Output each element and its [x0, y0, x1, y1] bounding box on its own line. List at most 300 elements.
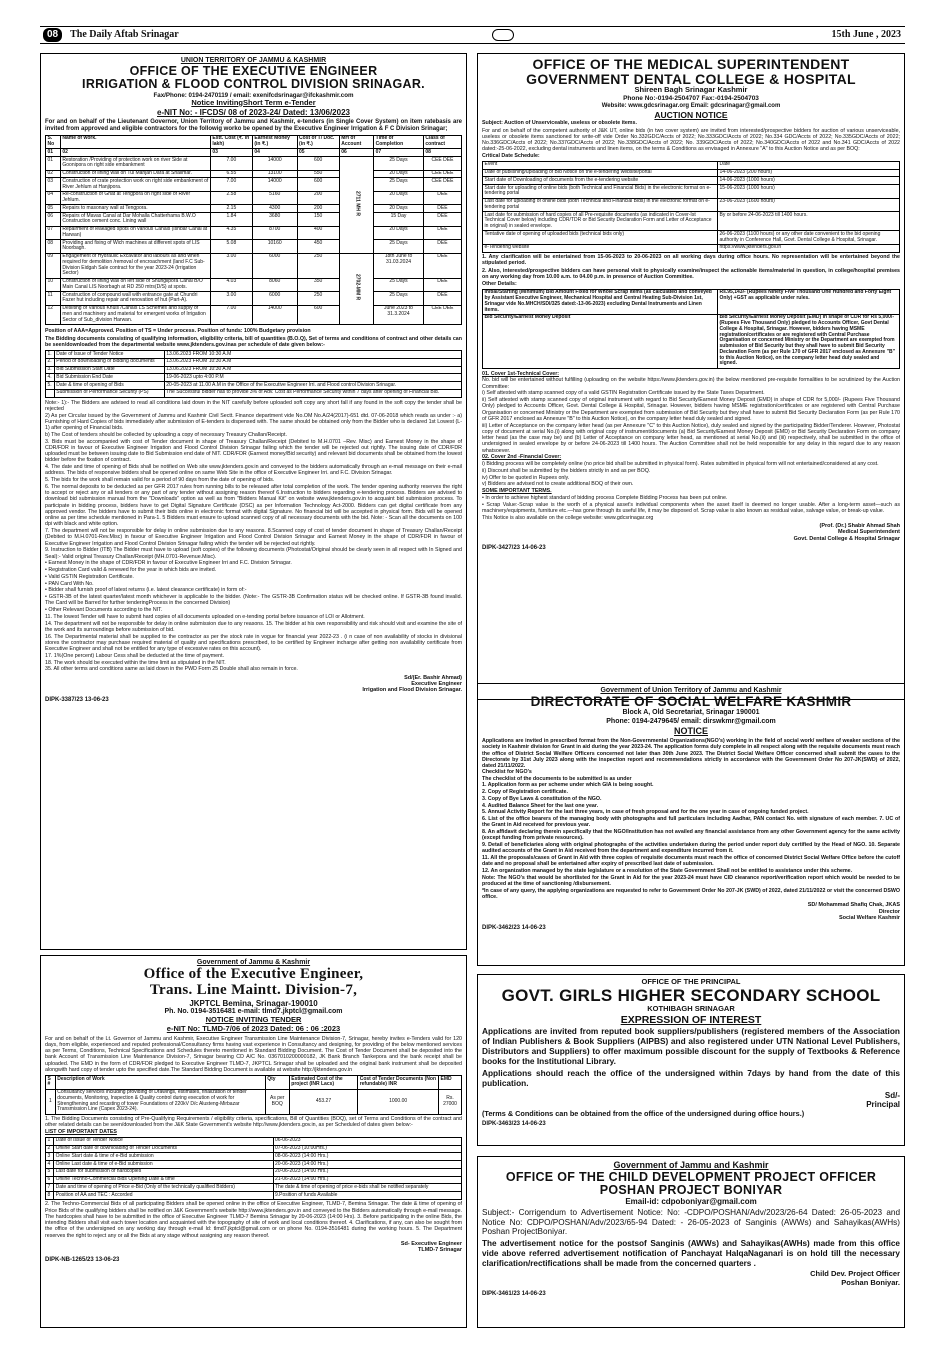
- tlmd-gov: Government of Jammu & Kashmir: [196, 959, 311, 966]
- ifc-column-header: Class of contract: [423, 135, 461, 149]
- table-cell: DEE: [423, 213, 461, 227]
- table-cell: Construction of lining wall on left side of Shunglipora Canal B/O Main Canal LIS Noorbagh at RD 250 mtrs(D/S) at spots.: [60, 278, 210, 292]
- schedule-cell: 13.06.2023 FROM 10:30 A.M: [164, 351, 461, 359]
- social-item: 1. Application form as per scheme under which GIA is being sought.: [482, 782, 654, 789]
- schedule-row: [483, 177, 900, 185]
- table-cell: 600: [297, 178, 339, 192]
- dates-cell: Online Start date of downloading of Tender Documents: [54, 1145, 273, 1153]
- table-cell: Construction of crate protection work on right side embankment of River Jehlum at Hanjipora.: [60, 178, 210, 192]
- dental-cover-item: iv) Offer to be quoted in Rupees only.: [482, 474, 570, 481]
- dental-cover-item: This Notice is also available on the college website: www.gdcsrinagar.org: [482, 514, 654, 521]
- icds-title-2: POSHAN PROJECT BONIYAR: [599, 1182, 783, 1197]
- table-cell: 05: [46, 205, 61, 213]
- ifc-notes: [45, 400, 462, 673]
- page-number: 08: [43, 28, 62, 42]
- schedule-cell: Start date for uploading of online bids (both Technical and Financial Bids) in the electronic format on e-tendering portal: [483, 185, 718, 199]
- table-cell: 25 Days: [374, 240, 424, 254]
- tlmd-column-header: Estimated Cost of the project (INR Lacs): [289, 1076, 357, 1090]
- table-cell: 01: [46, 157, 61, 171]
- dates-cell: 5: [46, 1168, 54, 1176]
- girls-address: KOTHIBAGH SRINAGAR: [647, 1003, 735, 1013]
- dates-cell: 08-06-2023 (14:00 Hrs.): [273, 1153, 462, 1161]
- table-cell: 09: [46, 253, 61, 278]
- table-cell: DEE: [423, 278, 461, 292]
- icds-sig-1: Child Dev. Project Officer: [810, 1269, 900, 1279]
- ifc-sig-office: Irrigation and Flood Division Srinagar.: [362, 687, 462, 694]
- dental-signature: [482, 523, 900, 542]
- ifc-column-number: 01: [46, 149, 61, 157]
- table-cell: 1.84: [210, 213, 252, 227]
- ifc-note: 5. The bids for the work shall remain valid for a period of 90 days from the date of opening of bids.: [45, 477, 275, 483]
- ifc-notice-heading: Notice InvitingShort Term e-Tender: [191, 97, 316, 107]
- table-cell: Repairs of Mavas Canal at Dar Mohalla Chatterhama B.W.O Construction cement conc. Lining wall: [60, 213, 210, 227]
- ifc-note: 16. The Departmental material shall be supplied to the contractor as per the stock rate in vogue for financial year 2022-23 . (i n case of non availability of stocks in divisional stores the contractor may purchase required material of quality and specifications prescribed, to be certified by Engineer incharge after getting non availability certificate from Executive Engineer and shall not be entitled for any type of excessive rates on this account).: [45, 633, 462, 652]
- schedule-cell: [46, 389, 55, 397]
- tlmd-column-header: Description of Work: [55, 1076, 265, 1090]
- tlmd-dates-table: [45, 1137, 462, 1200]
- dental-address: Shireen Bagh Srinagar Kashmir: [634, 85, 748, 95]
- social-sig-2: Director: [878, 908, 900, 915]
- dental-title-2: GOVERNMENT DENTAL COLLEGE & HOSPITAL: [526, 70, 856, 87]
- social-item: Note: The NGO's that would be shortlisted for the Grant in Aid for the year 2023-24 must have CID clearance report/verification report which would be needed to be produced at the time of sanctioning /disbursement.: [482, 874, 900, 888]
- table-cell: Construction of compound wall with entrance gate at Chundri Fazer hut including repair and renovation of hut (Part-A).: [60, 292, 210, 306]
- schedule-cell: Start date of Downloading of documents from the e-tendering website: [483, 177, 718, 185]
- ifc-note: 17. 1%(One percent) Labour Cess shall be deducted at the time of payment.: [45, 652, 225, 659]
- dental-cover-item: • Scrap Value:-Scrap value is the worth of a physical asset's individual components when the asset itself is deemed no longer usable. After a long-term asset—such as machinery/equipments, furniture etc.—has gone through its useful life, it may be disposed of. Scrap value is also known as residual value, salvage value, or break-up value.: [482, 501, 900, 514]
- schedule-cell: Period of downloading of bidding documents: [54, 358, 164, 366]
- page-header: [40, 26, 905, 44]
- table-cell: 18th June to 31.03.2024: [374, 253, 424, 278]
- schedule-row: [46, 358, 462, 366]
- ifc-note: 35. All other terms and conditions same as laid down in the PWD Form 25 Double shall also remain in force.: [45, 666, 298, 673]
- schedule-cell: 13.06.2023 FROM 10:30 A.M: [164, 366, 461, 374]
- schedule-cell: 1.: [46, 351, 55, 359]
- table-cell: 15 Day: [374, 213, 424, 227]
- schedule-cell: By or before 24-06-2023 till 1400 hours.: [718, 212, 900, 231]
- table-row: [46, 205, 462, 213]
- table-cell: 08: [46, 240, 61, 254]
- girls-terms: (Terms & Conditions can be obtained from the office of the undersigned during office hours.): [482, 1108, 805, 1118]
- table-cell: Providing and fixing of Wich machines at different spots of LIS Noorbagh.: [60, 240, 210, 254]
- ifc-column-header: Earnest Money (in ₹.): [252, 135, 297, 149]
- dental-cover-item: No. bid will be entertained without fulfilling (uploading on the website https://www.jktenders.gov.in) the below mentioned pre-requisite formalities to be scrutinized by the Auction Committee:: [482, 377, 900, 390]
- dental-schedule-table: [482, 161, 900, 253]
- ifc-column-header: MH of Account: [339, 135, 373, 149]
- table-cell: 3.00: [210, 253, 252, 278]
- social-item: 3. Copy of Bye Laws & constitution of the NGO.: [482, 795, 602, 802]
- tlmd-notice-heading: NOTICE INVITING TENDER: [205, 1015, 302, 1025]
- schedule-cell: 4.: [46, 374, 55, 382]
- tlmd-tender-notice: [40, 955, 467, 1328]
- table-cell: CEE DEE: [423, 157, 461, 171]
- tlmd-contact: Ph. No. 0194-3516481 e-mail: tlmd7.jkptcl@gmail.com: [164, 1008, 343, 1016]
- table-cell: Repairment of leakaged spots on various Canals (Ishbar Canal at Harwan): [60, 226, 210, 240]
- dates-cell: 9.Position of funds Available: [273, 1192, 462, 1200]
- table-cell: Rs. 27000: [439, 1089, 462, 1114]
- icds-title-1: OFFICE OF THE CHILD DEVELOPMENT PROJECT OFFICER: [505, 1169, 877, 1184]
- schedule-cell: Submission of Performance Security (PS): [54, 389, 164, 397]
- table-cell: 4300: [252, 205, 297, 213]
- dates-cell: Date of Issue of Tender Notice: [54, 1137, 273, 1145]
- ifc-column-number: 04: [252, 149, 297, 157]
- table-cell: 4.03: [210, 278, 252, 292]
- tlmd-nit: e-NIT No: TLMD-7/06 of 2023 Dated: 06 : 06 :2023: [166, 1024, 341, 1034]
- ifc-header-row: [46, 135, 462, 149]
- dental-sig-3: Govt. Dental College & Hospital Srinagar: [793, 535, 900, 542]
- ifc-mh-cell: [339, 157, 373, 254]
- girls-school-eoi: [477, 974, 905, 1146]
- table-cell: 11: [46, 292, 61, 306]
- other-row: [483, 289, 900, 314]
- table-cell: 8060: [252, 278, 297, 292]
- table-cell: 250: [297, 292, 339, 306]
- dental-web: Website: www.gdcsrinagar.org Email: gdcsrinagar@gmail.com: [601, 102, 781, 109]
- schedule-row: [46, 351, 462, 359]
- ifc-note: • Registration Card valid & renewed for the year in which bids are invited.: [45, 567, 217, 573]
- schedule-cell: Date & time of opening of Bids: [54, 382, 164, 390]
- table-cell: 6.55: [210, 170, 252, 178]
- social-item: 8. An affidavit declaring therein specifically that the NGO/Institution has not availed any financial assistance from any other Government agency for the same activity (except funding from private resources).: [482, 829, 900, 842]
- schedule-cell: Last date for uploading of online bids (both Technical and Financial Bids) in the electronic format on e-tendering portal: [483, 198, 718, 212]
- ifc-note: 9. Instruction to Bidder (ITB) The Bidder must have to upload (soft copies) of the following documents (Photostat/Original should be clearly seen in all respect with In Signed and Seal):- Valid original Treasury Challan/Receipt (MH.0701-Revenue.Misc).: [45, 547, 462, 560]
- schedule-cell: Tentative date of opening of uploaded bids (technical bids only): [483, 231, 718, 245]
- table-cell: 1000.00: [358, 1089, 439, 1114]
- table-cell: 600: [297, 157, 339, 171]
- schedule-cell: 15-06-2023 (1000 hours): [718, 185, 900, 199]
- tlmd-title-1: Office of the Executive Engineer,: [143, 966, 364, 983]
- ifc-note: 6. The normal deposits to be deducted as per GFR 2017 rules from running bills to be released after total completion of the work. The tender opening authority reserves the right to accept or reject any or all tenders or any part of any tender without assigning reason thereof 6.Instruction to bidders regarding e-tendering process. Bidders are advised to download bid submission manual from the "Downloads" option as well as from "Bidders Manual Kit" on website www.jktenders.gov.in to acquaint bid submission process. To participate in bidding process, bidders have to get Digital Signature Certificate (DSC) as per Information Technology Act-2000. Bidders can get digital certificate from any approved vendor. The bidders have to submit their bids online in electronic format with digital Signature. No financial bid will be accepted in physical form. Bids will be opened online as per time schedule mentioned in Para-1. 5 Bidders must ensure to upload scanned copy of all necessary documents with the bid. Note: - Scan all the documents on 100 dpi with black and white option.: [45, 483, 462, 528]
- dental-sig-1: (Prof. (Dr.) Shabir Ahmad Shah: [819, 522, 900, 529]
- girls-body-2: Applications should reach the office of the undersigned within 7days by hand from the date of this publication.: [482, 1067, 900, 1088]
- ifc-note: b) The Cost of tenders should be collected by uploading a copy of necessary Treasury Challan/Receipt.: [45, 431, 287, 438]
- schedule-cell: The Successful bidder has to provide 3% of Adv. Cost as Performance Security within 7 days after opening of Financial Bid.: [164, 389, 461, 397]
- dates-cell: 21-06-2023 (14:00 Hrs.): [273, 1176, 462, 1184]
- ifc-note: 3. Bids must be accompanied with cost of Tender document in shape of Treasury Challan/Receipt (Debited to M.H.0701 –Rev. Misc) and Earnest Money in the shape of CDR/FDR in favour of Executive Engineer Irrigation and Flood Control Division Srinagar failing which the tender will be rejected out rightly. The issuing date of CDR/FDR uploaded must be between issuing date to Bid Submission end date of NIT. CDR/FDR (Earnest money/Bid security) and relevant bid documents shall be obtained from the lowest bidder before the fixation of contract.: [45, 438, 462, 464]
- table-cell: 200: [297, 205, 339, 213]
- dental-cover-item: v) Bidders are advised not to create additional BOQ of their own.: [482, 481, 634, 488]
- ifc-note: 7. The department will not be responsible for delay in online submission due to any reasons. 8.Scanned copy of cost of tender document in shape of Treasury Challan/Receipt (Debited to M.H.0701-Rev.Misc) in favour of Executive Engineer Irrigation and Flood Control Division Srinagar and Earnest Money in the shape of CDR/FDR in favour of Executive Engineer Irrigation and Flood Control Division Srinagar failing which the tender will be rejected out rightly.: [45, 528, 462, 547]
- schedule-cell: 23-06-2023 (1600 hours): [718, 198, 900, 212]
- ifc-note: 2) As per Circular issued by the Government of Jammu and Kashmir Civil Sectt. Finance department vide No.OM No.A/24(2017)-651 dtd. 07-06-2018 which reads as under :- a) Furnishing of Hard Copies of bids immediately after submission of E-tenders is dispensed with. The same should be obtained only from the Bidder who is declared 1st Lowest (L-1) after opening of Financial bids.: [45, 412, 462, 431]
- ifc-note: • PAN Card With No.: [45, 580, 94, 587]
- tlmd-column-header: Cost of Tender Documents (Non refundable) INR: [358, 1076, 439, 1090]
- ifc-note: 14. The department will not be responsible for delay in online submission due to any reasons. 15. The bidder at his own responsibility and risk should visit and examine the site of the work and its surroundings before submission of bid.: [45, 620, 462, 633]
- social-notice-heading: NOTICE: [673, 725, 708, 736]
- tlmd-column-header: EMD: [439, 1076, 462, 1090]
- ifc-note: 4. The date and time of opening of Bids shall be notified on Web site www.jktenders.gov.in and conveyed to the bidders automatically through an e-mail message on their e-mail address. The bids of responsive bidders shall be opened online on same Web Site in the office of Executive Engineer Irri. and F.C. Division Srinagar.: [45, 464, 462, 477]
- ifc-column-number: 02: [60, 149, 210, 157]
- dental-notice-heading: AUCTION NOTICE: [654, 109, 728, 120]
- table-cell: 20 Days: [374, 226, 424, 240]
- social-item: 12. An organization managed by the state legislature or a resolution of the State Government Shall not be entitled to assistance under this scheme.: [482, 868, 853, 875]
- schedule-cell: Date of publishing/uploading of Bid Notice on the e-tendering website/portal: [483, 169, 718, 177]
- dental-cover-item: SOME IMPORTANT TERMS.: [482, 488, 552, 495]
- dates-cell: Last date for submission of hardcopies: [54, 1168, 273, 1176]
- other-cell: Bid Security/Earnest Money Deposit (EMD) in shape of CDR for Rs 5,000/- (Rupees Five Thousand Only) pledged to Accounts Officer, Govt Dental College & Hospital, Srinagar. However, bidders having MSME registration/certificates or are registered with Central Purchase Organisation or concerned Ministry or the Department are exempted from submission of Bid Security but they shall have to submit Bid Security Declaration Form (as per Rule 170 of GFR 2017 enclosed as Annexure "B" to this Auction Notice), on the company letter head duly sealed and signed.: [718, 314, 900, 368]
- table-row: [46, 157, 462, 171]
- ifc-sig-name: Sd/(Er. Bashir Ahmad): [404, 674, 462, 681]
- table-row: [46, 191, 462, 205]
- ifc-column-number: 08: [423, 149, 461, 157]
- table-row: [46, 253, 462, 278]
- table-cell: As per BOQ: [265, 1089, 289, 1114]
- girls-body: Applications are invited from reputed book suppliers/publishers (registered members of the Association of Indian Publishers & Book Suppliers (AIPBS) and also registered under UTN National Level Publishers, Distributors and Suppliers) to offer maximum possible discount for the supply of Textbooks & Reference books for the Institutional Library.: [482, 1026, 900, 1067]
- dates-cell: 1: [46, 1137, 54, 1145]
- table-cell: 600: [297, 305, 339, 324]
- table-cell: 4.35: [210, 226, 252, 240]
- table-row: [46, 278, 462, 292]
- dental-cover-item: ii) Self attested with stamp scanned copy of original instrument with regard to Bid Security/Earnest Money Deposit (EMD) in shape of CDR for 5,000/- (Rupees Five Thousand Only) pledged to Accounts Officer, Govt. Dental College & Hospital, Srinagar. However, bidders having MSME registration/certificates or are registered with Central Purchase Organisation or concerned Ministry or the Department are exempted from submission of Bid Security but they shall have to submit Bid Security Declaration Form (as per Rule 170 of GFR 2017 enclosed as Annexure "B" to this Auction Notice), on the company letter head duly sealed and signed.: [482, 397, 900, 422]
- schedule-row: [483, 185, 900, 199]
- table-row: [46, 213, 462, 227]
- ifc-contact: Fax/Phone: 0194-2470119 / email: exenifcdsrinagar@ifckashmir.com: [153, 91, 354, 99]
- dates-cell: Online Techno-Commercial Bids Opening Date & time: [54, 1176, 273, 1184]
- table-cell: 13100: [252, 170, 297, 178]
- table-cell: 7.00: [210, 178, 252, 192]
- table-cell: 20 Days: [374, 170, 424, 178]
- schedule-row: [46, 389, 462, 397]
- social-sig-3: Social Welfare Kashmir: [838, 915, 900, 922]
- ifc-note: • Earnest Money in the shape of CDR/FDR in favour of Executive Engineer Irri and F.C. Division Srinagar.: [45, 560, 292, 567]
- dates-cell: 07-06-2023 (10:00Hrs.): [273, 1145, 462, 1153]
- other-cell: Initial/Starting (Minimum) Bid Amount Fixed for Whole Scrap items (as calculated and conveyed by Assistant Executive Engineer, Mechanical Hospital and Central Heating Sub-Division 1st, Srinagar vide No.MHCH/SDI/325 dated:-13-06-2023) excluding Dental Instruments and Linen items.: [483, 289, 718, 314]
- dental-phone: Phone No:-0194-2504707 Fax:-0194-2504703: [623, 95, 759, 103]
- tlmd-signature: [45, 1241, 462, 1254]
- social-contact: Phone: 0194-2479645/ email: dirswkmr@gmail.com: [606, 717, 776, 725]
- girls-office: OFFICE OF THE PRINCIPAL: [641, 977, 741, 986]
- table-cell: 25 Days: [374, 178, 424, 192]
- dates-cell: 7: [46, 1184, 54, 1192]
- ifc-mh-label: 2711 MH R: [354, 190, 361, 216]
- schedule-cell: 20-05-2023 at 11.00 A.M in the Office of the Executive Engineer Irri. and Flood control Division Srinagar.: [164, 382, 461, 390]
- table-cell: Re-construction of Ghat at Tengpora on right side of River Jehlum.: [60, 191, 210, 205]
- social-signature: [482, 902, 900, 921]
- table-cell: 3680: [252, 213, 297, 227]
- social-dipk: DIPK-3462/23 14-06-23: [482, 924, 546, 931]
- dental-cover-item: ii) Discount shall be submitted by the bidders strictly in and as per BOQ.: [482, 467, 651, 474]
- tlmd-intro: For and on behalf of the Lt. Governor of Jammu and Kashmir, Executive Engineer Transmission Line Maintenance Division-7, Srinagar, hereby invites e-Tenders valid for 120 days, from eligible, experienced and reputed professional/Consultancy firms having vast experience in Consultancy and designing, for providing of the below mentioned services as per Terms, Conditions, Technical Specifications and Schedules thereto mentioned in Standard Bidding Document. The Cost of Tender Document shall be deposited into the bank Account of Transmission Line Maintenance Division-7, Srinagar bearing CD A/C No. 0367010200000182, JK Bank Branch Tankepora and the bank receipt shall be uploaded. The EMD in the form of CDR/FDR pledged to Executive Engineer TLMD-7, JKPTCL Srinagar shall be uploaded and the original bank instrument shall be deposited alongwith hard copy of tender upto the specified date.The Standard Bidding Document is available at website http://jktenders.gov.in: [45, 1035, 462, 1073]
- dates-cell: 2: [46, 1145, 54, 1153]
- ifc-nit-number: e-NIT No: - IFCDS/ 08 of 2023-24/ Dated: 13/06/2023: [157, 107, 350, 117]
- ifc-column-header: Cost of T/ Doc. (in ₹.): [297, 135, 339, 149]
- table-cell: 25 Days: [374, 157, 424, 171]
- tlmd-column-header: S #: [46, 1076, 56, 1090]
- newspaper-name: The Daily Aftab Srinagar: [70, 29, 179, 41]
- table-cell: 250: [297, 253, 339, 278]
- girls-title: GOVT. GIRLS HIGHER SECONDARY SCHOOL: [501, 985, 881, 1005]
- social-item: 2. Copy of Registration certificate.: [482, 789, 568, 796]
- table-cell: Construction of lining wall on Tul Manjan Dara at Shalimar.: [60, 170, 210, 178]
- dates-cell: Date and time of opening of Price e-Bid (Only of the technically qualified Bidders): [54, 1184, 273, 1192]
- dental-cover-item: 02. Cover 2nd -Financial Cover:: [482, 454, 562, 461]
- social-address: Block A, Old Secretariat, Srinagar 190001: [622, 709, 760, 717]
- ifc-intro: For and on behalf of the Lieutenant Governor, Union Territory of Jammu and Kashmir, e-tenders (in Single Cover System) on item ratebasis are invited from approved and eligible contractors for the followig worko be opened by the Executive Engineer Irrigation & F C Division Srinagar;: [45, 118, 462, 132]
- schedule-cell: Last date for submission of hard copies of all Pre-requisite documents (as indicated in Cover-Ist Technical Cover below) including CDR/TDR or Bid Security Declaration Form and Letter of Acceptance in original) in sealed envelope.: [483, 212, 718, 231]
- ifc-bidding-docs: The Bidding documents consisting of qualifying information, eligibility criteria, bill of quantities (B.O.Q), Set of terms and conditions of contract and other details can be seen/downloaded from the departmental website www.jktenders.gov.inas per schedule of date given below:-: [45, 335, 462, 348]
- schedule-row: [46, 382, 462, 390]
- ifc-ut: UNION TERRITORY OF JAMMU & KASHMIR: [180, 57, 327, 64]
- ifc-note: • Valid GSTIN Registration Certificate.: [45, 573, 134, 580]
- social-item: 9. Detail of beneficiaries along with original photographs of the activities undertaken during the period under report duly certified by the Head of NGO. 10. Separate audited accounts of the Grant in Aid received from the department and expenditure incurred from it.: [482, 842, 900, 855]
- dates-row: [46, 1153, 462, 1161]
- table-cell: 7.00: [210, 305, 252, 324]
- dates-cell: Position of AA and TEC : Accorded: [54, 1192, 273, 1200]
- table-cell: 5160: [252, 191, 297, 205]
- dates-row: [46, 1145, 462, 1153]
- tlmd-header-row: [46, 1076, 462, 1090]
- icds-corrigendum: [477, 1156, 905, 1328]
- social-checklist-2: The checklist of the documents to be submitted is as under: [482, 775, 632, 782]
- tlmd-para-1: 1. The Bidding Documents consisting of Pre-Qualifying Requirements / eligibility criteria, specifications, Bill of Quantities (BOQ), set of Terms and Conditions of the contract and other related details can be seen/downloaded from the J&K State Government's website http://www.jktenders.gov.in, as per Scheduled of dates given below:-: [45, 1116, 462, 1129]
- social-checklist: Checklist for NGO's: [482, 769, 532, 776]
- table-cell: Restoration /Providing of protection work on river Side at Goonipora on right side embankment: [60, 157, 210, 171]
- dental-intro: For and on behalf of the competent authority of J&K UT, online bids (in two cover system) are invited from interested/prospective bidders for auction of various unserviceable, useless or obsolete items sanctioned for write-off vide Order No.332GDC/Accts of 2022; No.333GDC/Accts of 2022; No.334 GDC/Accts of 2022; No.335GDC/Accts of 2022; No.336GDC/Accts of 2022; No.337GDC/Accts of 2022; No.338GDC/Accts of 2022; No. 339GDC/Accts of 2022; No.340GDC/Accts of 2022 and No.341 GDC/Accts of 2022 dated:-25-06-2022, excluding dental instruments and linen items, on the terms & Conditions as envisaged in Annexure "A" to this Auction Notice and as per BOQ:: [482, 127, 900, 153]
- dental-cover-item: i) Bidding process will be completely online (no price bid shall be submitted in physical form). Rates submitted in physical form will not entertained/considered at any cost.: [482, 461, 879, 468]
- tlmd-title-2: Trans. Line Maintt. Division-7,: [149, 982, 358, 998]
- table-cell: 10: [46, 278, 61, 292]
- dental-subject: Subject: Auction of Unserviceable, useless or obsolete items.: [482, 119, 637, 126]
- other-row: [483, 314, 900, 368]
- table-cell: 6000: [252, 253, 297, 278]
- table-cell: 200: [297, 191, 339, 205]
- table-cell: 8700: [252, 226, 297, 240]
- table-cell: DEE: [423, 226, 461, 240]
- schedule-cell: 26-06-2023 (1100 hours) or any other date convenient to the bid opening authority in Conference Hall, Govt. Dental College & Hospital, Srinagar.: [718, 231, 900, 245]
- icds-signature: [482, 1270, 900, 1288]
- schedule-cell: Event: [483, 161, 718, 169]
- schedule-cell: Date of Issue of Tender Notice: [54, 351, 164, 359]
- table-row: [46, 178, 462, 192]
- schedule-row: [483, 244, 900, 252]
- schedule-cell: 14-06-2023 (200 hours): [718, 169, 900, 177]
- ifc-note: 18. The work should be executed within the time limit as stipulated in the NIT.: [45, 659, 226, 666]
- ifc-sig-designation: Executive Engineer: [411, 680, 462, 687]
- girls-signature: [482, 1091, 900, 1110]
- dates-cell: 20-06-2023 (14:00 Hrs.): [273, 1161, 462, 1169]
- table-cell: 07: [46, 226, 61, 240]
- girls-sig-1: Sd/-: [884, 1090, 900, 1100]
- social-title: DIRECTORATE OF SOCIAL WELFARE KASHMIR: [530, 694, 852, 710]
- schedule-row: [483, 161, 900, 169]
- dates-row: [46, 1168, 462, 1176]
- ifc-column-number: 07: [374, 149, 424, 157]
- table-cell: 14000: [252, 157, 297, 171]
- ifc-column-number-row: [46, 149, 462, 157]
- table-row: [46, 1089, 462, 1114]
- table-cell: 2.58: [210, 191, 252, 205]
- dental-clarification: 2. Also, interested/prospective bidders can have personal visit to physically examine/inspect the actionable items/material in question, in college/hospital premises on any working day from 10.00 a.m. to 04.00 p.m. in presence of Auction Committee.: [482, 268, 900, 281]
- schedule-cell: 3.: [46, 366, 55, 374]
- icds-email: Email-id: cdpoboniyar@gmail.com: [625, 1196, 757, 1206]
- ifc-note: • Other Relevant Documents according to the NIT.: [45, 607, 163, 613]
- dental-cover-item: iii) Letter of Acceptance on the company letter head (as per Annexure "C" to this Auction Notice), duly sealed and signed by the participating Bidder/Tenderer. However, Photostat copy of document at serial No.(i) along with original copy of instrument/documents (a) Bid Security/Earnest Money Deposit (EMD) or Bid Security Declaration Form on company letter head (as the case may be) and (b) Letter of Acceptance on company letter head, as mentioned at serial No.(ii) and (iii) respectively, shall be submitted in the office of undersigned in sealed envelope by or before 24-06-2023 till 1400 hours. The Auction Committee shall not be held responsible for any delay in this regard due to any reason whatsoever.: [482, 422, 900, 454]
- dental-sig-2: Medical Superintendent: [837, 529, 900, 536]
- other-cell: Rs.95,143/- (Rupees Ninety Five Thousand One Hundred and Forty Eight Only) +GST as applicable under rules.: [718, 289, 900, 314]
- ifc-signature: [45, 675, 462, 694]
- table-cell: 25 Days: [374, 292, 424, 306]
- table-cell: Engagement of Hydraulic Excavator and labours as and when required for demolition /removal of encroachment (land F.C Sub-Division Eidgah Sale contract for the year 2023-24 (Irrigation Sector): [60, 253, 210, 278]
- table-cell: 14000: [252, 178, 297, 192]
- ifc-position: Position of AAA=Approved. Position of TS = Under process. Position of funds: 100% Budgetary provision: [45, 327, 311, 334]
- icds-subject: Subject:- Corrigendum to Advertisement Notice: No: -CDPO/POSHAN/Adv/2023/26-64 Dated: 26-05-2023 and Notice No: CDPO/POSHAN/Adv/2023/65-94 Dated: - 26-05-2023 of Sanginis (AWWs) and Sahayikas(AWHs) Poshan ProjectBoniyar.: [482, 1207, 900, 1237]
- tlmd-dates-heading: LIST OF IMPORTANT DATES: [45, 1128, 117, 1135]
- dates-row: [46, 1161, 462, 1169]
- ifc-schedule-table: [45, 350, 462, 398]
- tlmd-column-header: Qty: [265, 1076, 289, 1090]
- table-cell: 5.08: [210, 240, 252, 254]
- table-cell: DEE: [423, 205, 461, 213]
- dental-critical: Critical Date Schedule:: [482, 152, 540, 159]
- schedule-row: [483, 212, 900, 231]
- ifc-title-2: IRRIGATION & FLOOD CONTROL DIVISION SRINAGAR.: [82, 77, 425, 92]
- social-items: [482, 782, 900, 900]
- ifc-column-header: Name of work.: [60, 135, 210, 149]
- dates-row: [46, 1192, 462, 1200]
- social-item: 11. All the proposals/cases of Grant in Aid with three copies of requisite documents must reach the office of concerned District Social Welfare Office before the cutoff date and no proposal shall be entertained after expiry of prescribed last date of submission.: [482, 855, 900, 868]
- ifc-mh-cell: [339, 253, 373, 324]
- table-cell: 20 Days: [374, 191, 424, 205]
- social-sig-1: SD/ Mohammad Shafiq Chak, JKAS: [807, 902, 900, 909]
- table-cell: 20 Days: [374, 205, 424, 213]
- table-cell: 2.15: [210, 205, 252, 213]
- table-cell: DEE: [423, 292, 461, 306]
- table-cell: 12: [46, 305, 61, 324]
- girls-eoi: EXPRESSION OF INTEREST: [620, 1013, 762, 1026]
- icds-body: The advertisement notice for the postsof Sanginis (AWWs) and Sahayikas(AWHs) made from this office vide above referred advertisement notification of Panchayat HalqaNaganari is on hold till the necessary clarification/rectifications shall be made from the concerned quarters .: [482, 1238, 900, 1268]
- table-cell: 10160: [252, 240, 297, 254]
- tlmd-dipk: DIPK-NB-1265/23 13-06-23: [45, 1256, 120, 1263]
- dates-cell: Online Last date & time of e-Bid submission: [54, 1161, 273, 1169]
- table-cell: 14000: [252, 305, 297, 324]
- tlmd-sig-2: TLMD-7 Srinagar: [417, 1247, 462, 1254]
- tlmd-sig-1: Sd- Executive Engineer: [400, 1240, 462, 1247]
- tlmd-work-table: [45, 1075, 462, 1115]
- table-cell: 25 Days: [374, 278, 424, 292]
- schedule-cell: 19-06-2023 upto 4:00 P.M: [164, 374, 461, 382]
- table-cell: 7.00: [210, 157, 252, 171]
- social-welfare-notice: [477, 683, 905, 966]
- table-cell: 550: [297, 170, 339, 178]
- dates-cell: 8: [46, 1192, 54, 1200]
- dates-cell: Online Start date & time of e-Bid submission: [54, 1153, 273, 1161]
- table-cell: 3.00: [210, 292, 252, 306]
- ifc-note: Note:- 1):- The Bidders are advised to read all conditions laid down in the NIT carefully before uploaded soft copy any short fall if any found in the soft copy the tender shall be rejected: [45, 399, 462, 412]
- ifc-column-number: 03: [210, 149, 252, 157]
- table-cell: 150: [297, 213, 339, 227]
- ifc-mh-label: 2702-MM R: [354, 274, 361, 301]
- table-cell: Desilting of Various Khuls /Canals LS Schemes and supply of men and machinery and material for emergent works of Irrigation Sector of Sub_division Harwan.: [60, 305, 210, 324]
- ifc-tender-notice: [40, 53, 467, 950]
- ifc-column-number: 06: [339, 149, 373, 157]
- schedule-cell: Bid Submission End Date: [54, 374, 164, 382]
- tlmd-address: JKPTCL Bemina, Srinagar-190010: [189, 998, 318, 1008]
- schedule-cell: Bid Submission Start Date: [54, 366, 164, 374]
- table-cell: DEE: [423, 253, 461, 278]
- dates-cell: 6: [46, 1176, 54, 1184]
- dental-covers: [482, 371, 900, 521]
- dental-cover-item: 01. Cover 1st-Technical Cover:: [482, 370, 560, 377]
- social-item: 6. List of the office bearers of the managing body with photographs and full particulars including Aadhar, PAN contact No. with signature of each member. 7. UC of the Grant in Aid received for previous year.: [482, 816, 900, 829]
- schedule-cell: e-Tendering website: [483, 244, 718, 252]
- social-intro: Applications are invited in prescribed format from the Non-Governmental Organizations(NGO's) working in the field of social work/ welfare of weaker sections of the society in Kashmir division for Grant in aid during the year 2023-24. The application forms duly complete in all respect along with the requisite documents must reach the office of District Social Welfare Officers concerned not later than 30th June 2023. The District Social Welfare Officer concerned shall submit the cases to the Directorate by 31st July 2023 along with the inspection report and recommendations strictly in accordance with the Government Order No 207-JK(SWD) of 2022, dated 21/11/2022.: [482, 738, 900, 770]
- table-row: [46, 226, 462, 240]
- table-cell: CEE DEE: [423, 305, 461, 324]
- icds-sig-2: Poshan Boniyar.: [841, 1278, 900, 1288]
- icds-gov: Government of Jammu and Kashmir: [613, 1160, 769, 1170]
- schedule-row: [483, 169, 900, 177]
- table-cell: 06: [46, 213, 61, 227]
- dates-cell: 06-06-2023: [273, 1137, 462, 1145]
